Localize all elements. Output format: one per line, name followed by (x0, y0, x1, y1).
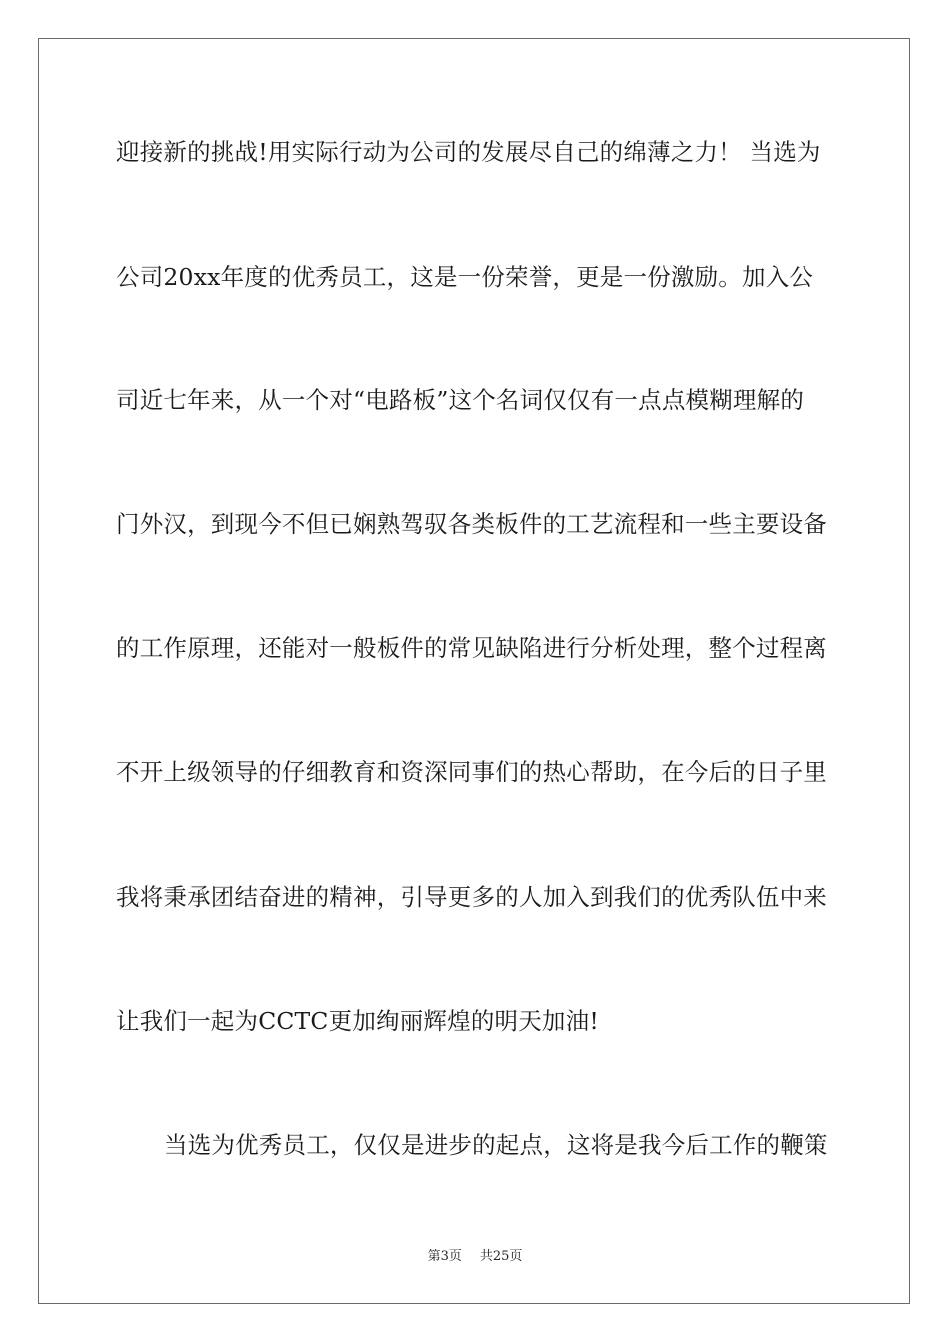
page-number: 第3页 (427, 1249, 462, 1264)
page-total: 共25页 (479, 1249, 523, 1264)
body-text-line-2: 公司20xx年度的优秀员工，这是一份荣誉，更是一份激励。加入公 (116, 263, 814, 291)
body-text-line-8: 让我们一起为CCTC更加绚丽辉煌的明天加油! (116, 1007, 599, 1035)
body-text-line-5: 的工作原理，还能对一般板件的常见缺陷进行分析处理，整个过程离 (116, 634, 827, 662)
page-border (38, 38, 910, 1304)
body-text-line-4: 门外汉，到现今不但已娴熟驾驭各类板件的工艺流程和一些主要设备 (116, 510, 827, 538)
body-text-line-6: 不开上级领导的仔细教育和资深同事们的热心帮助，在今后的日子里 (116, 758, 827, 786)
body-text-line-3: 司近七年来，从一个对“电路板”这个名词仅仅有一点点模糊理解的 (116, 386, 805, 414)
body-text-line-9: 当选为优秀员工，仅仅是进步的起点，这将是我今后工作的鞭策 (164, 1131, 828, 1159)
page-footer (0, 1248, 950, 1266)
body-text-line-7: 我将秉承团结奋进的精神，引导更多的人加入到我们的优秀队伍中来 (116, 883, 827, 911)
body-text-line-1: 迎接新的挑战!用实际行动为公司的发展尽自己的绵薄之力！ 当选为 (116, 138, 821, 166)
